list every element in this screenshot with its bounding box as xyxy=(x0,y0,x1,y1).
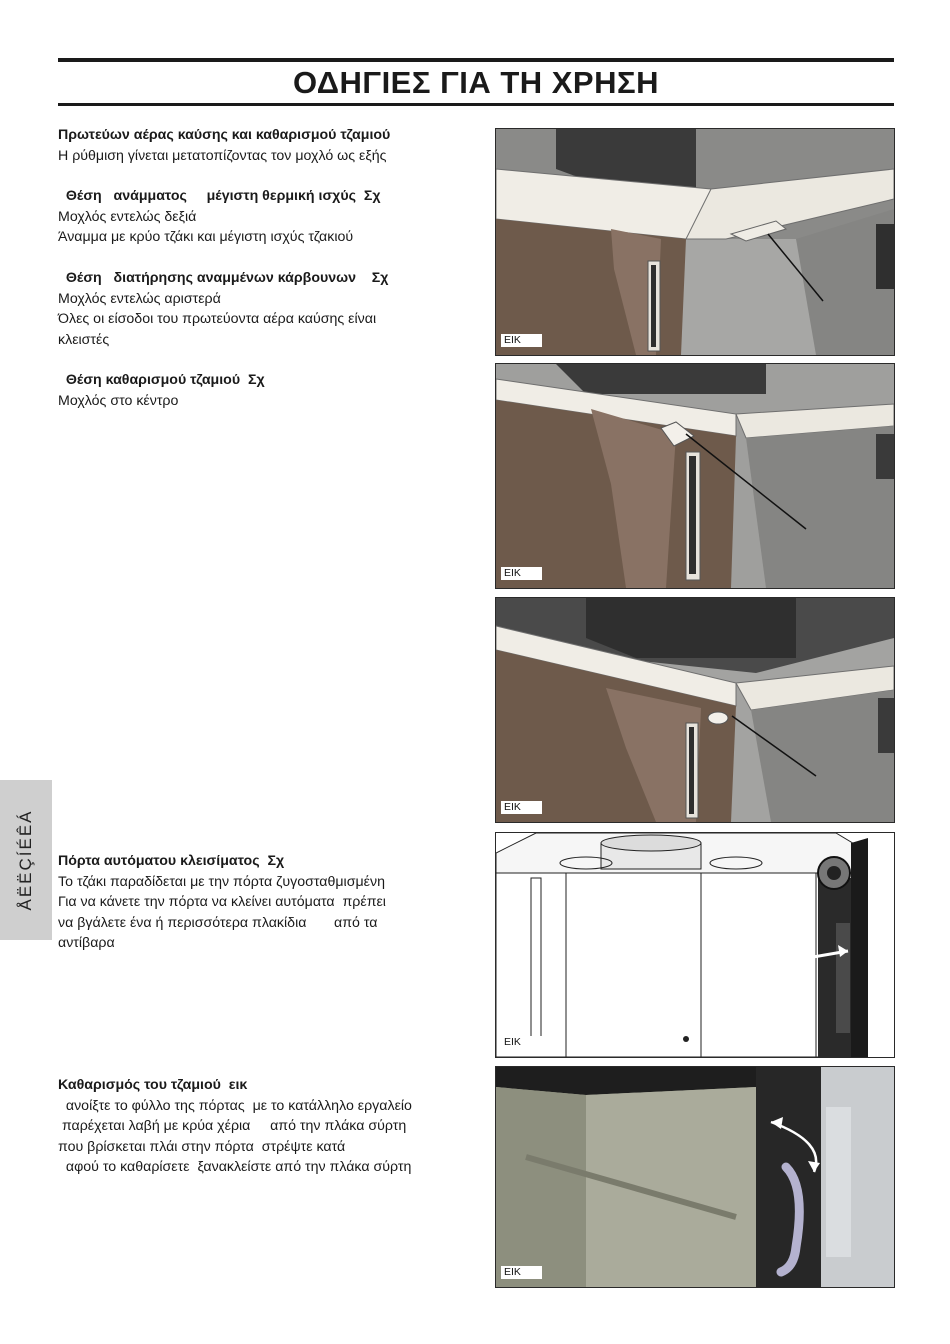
spacer xyxy=(58,248,473,268)
paragraph-line: Όλες οι είσοδοι του πρωτεύοντα αέρα καύσης είναι xyxy=(58,311,377,328)
section-glass-cleaning xyxy=(58,1075,473,1178)
spacer xyxy=(58,350,473,370)
paragraph-line: Άναμμα με κρύο τζάκι και μέγιστη ισχύς τζακιού xyxy=(58,229,354,246)
figure-counterweight xyxy=(495,832,895,1058)
figure-door-handle xyxy=(495,1066,895,1288)
paragraph-line: αντίβαρα xyxy=(58,935,115,952)
fireplace-lever-illustration xyxy=(496,364,894,588)
paragraph-line: παρέχεται λαβή με κρύα χέρια από την πλάκα σύρτη xyxy=(58,1118,407,1135)
language-side-tab xyxy=(0,780,52,940)
section-auto-close-door xyxy=(58,851,473,954)
page-title: ΟΔΗΓΙΕΣ ΓΙΑ ΤΗ ΧΡΗΣΗ xyxy=(292,65,659,100)
figure-lever-centre xyxy=(495,597,895,823)
figure-lever-right xyxy=(495,128,895,356)
paragraph-line: Για να κάνετε την πόρτα να κλείνει αυτόματα πρέπει xyxy=(58,894,386,911)
figure-label: ΕΙΚ xyxy=(501,334,542,347)
fireplace-lever-illustration xyxy=(496,129,894,355)
paragraph-line: που βρίσκεται πλάι στην πόρτα στρέψτε κατά xyxy=(58,1138,346,1155)
paragraph-line: Μοχλός στο κέντρο xyxy=(58,392,179,409)
section-heading: Πόρτα αυτόματου κλεισίματος Σχ xyxy=(58,853,285,869)
figure-label: ΕΙΚ xyxy=(501,1266,542,1279)
figure-label: ΕΙΚ xyxy=(501,1036,542,1049)
section-heading: Πρωτεύων αέρας καύσης και καθαρισμού τζαμιού xyxy=(58,127,391,143)
figure-lever-left xyxy=(495,363,895,589)
paragraph-line: Το τζάκι παραδίδεται με την πόρτα ζυγοσταθμισμένη xyxy=(58,873,385,890)
section-primary-air xyxy=(58,125,473,412)
paragraph-line: Η ρύθμιση γίνεται μετατοπίζοντας τον μοχλό ως εξής xyxy=(58,147,387,164)
figure-label: ΕΙΚ xyxy=(501,801,542,814)
paragraph-line: αφού το καθαρίσετε ξανακλείστε από την πλάκα σύρτη xyxy=(58,1159,412,1176)
spacer xyxy=(58,166,473,186)
side-tab-label: ÅËËÇÍÉÊÁ xyxy=(16,809,35,911)
paragraph-line: Μοχλός εντελώς αριστερά xyxy=(58,290,221,307)
paragraph-line: ανοίξτε το φύλλο της πόρτας με το κατάλληλο εργαλείο xyxy=(58,1097,412,1114)
subheading: Θέση διατήρησης αναμμένων κάρβουνων Σχ xyxy=(58,269,389,286)
figure-label: ΕΙΚ xyxy=(501,567,542,580)
paragraph-line: κλειστές xyxy=(58,331,110,348)
counterweight-line-drawing xyxy=(496,833,894,1057)
fireplace-lever-illustration xyxy=(496,598,894,822)
paragraph-line: να βγάλετε ένα ή περισσότερα πλακίδια από τα xyxy=(58,914,378,931)
subheading: Θέση καθαρισμού τζαμιού Σχ xyxy=(58,372,265,389)
title-rule-bottom xyxy=(58,103,894,106)
paragraph-line: Μοχλός εντελώς δεξιά xyxy=(58,208,197,225)
subheading: Θέση ανάμματος μέγιστη θερμική ισχύς Σχ xyxy=(58,188,381,205)
section-heading: Καθαρισμός του τζαμιού εικ xyxy=(58,1077,248,1093)
door-handle-illustration xyxy=(496,1067,894,1287)
